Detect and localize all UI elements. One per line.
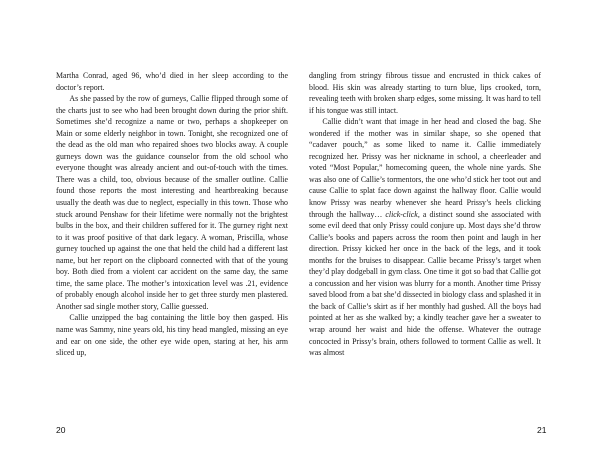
right-page [309,70,541,359]
italic-phrase: click-click [385,209,418,219]
left-page [56,70,288,359]
paragraph [309,116,541,358]
paragraph: Martha Conrad, aged 96, who’d died in her sleep according to the doctor’s report. [56,71,288,92]
paragraph: Callie unzipped the bag containing the little boy then gasped. His name was Sammy, nine years old, his tiny head mangled, missing an eye and ear on one side, the other eye wide open, staring at her, his arm sliced up, [56,313,288,358]
page-number-left: 20 [56,425,66,435]
page-number-right: 21 [537,425,547,435]
paragraph: As she passed by the row of gurneys, Callie flipped through some of the charts just to see who had been brought down during the prior shift. Sometimes she’d recognize a name or two, perhaps a shopkeeper on Main or some elderly neighbor in town. Tonight, she recognized one of the dead as the old man who repaired shoes two blocks away. A couple gurneys down was the guidance counselor from the old school who everyone thought was already ancient and out-of-touch with the times. There was a child, too, obvious because of the smaller outline. Callie found those reports the most interesting and heartbreaking because usually the death was due to neglect, especially in this town. Those who stuck around Penshaw for their lifetime were normally not the brightest bulbs in the box, and their children suffered for it. The gurney right next to it was proof positive of that dark legacy. A woman, Priscilla, whose gurney touched up against the one that held the child had a different last name, but her report on the clipboard connected with that of the young boy. Both died from a violent car accident on the same day, the same time, the same place. The mother’s intoxication level was .21, evidence of probably enough alcohol inside her to get three sturdy men plastered. Another sad single mother story, Callie guessed. [56,94,288,311]
paragraph-text: , a distinct sound she associated with some evil deed that only Prissy could conjure up. Most days she’d throw Callie’s books and papers across the room then point and laugh in her direction. Prissy kicked her once in the back of the legs, and it took months for the bruises to disappear. Callie became Prissy’s target when they’d play dodgeball in gym class. One time it got so bad that Callie got a concussion and her vision was blurry for a month. Another time Prissy saved blood from a bat she’d dissected in biology class and splashed it in the back of Callie’s skirt as if her monthly had gushed. All the boys had pointed at her as she walked by; a kindly teacher gave her a sweater to wrap around her waist and hide the offense. Whatever the outrage concocted in Prissy’s brain, others followed to torment Callie as well. It was almost [309,209,541,358]
paragraph-text: Callie didn’t want that image in her head and closed the bag. She wondered if the mother was in similar shape, so she opened that “cadaver pouch,” as some liked to name it. Callie immediately recognized her. Prissy was her nickname in school, a cheerleader and voted “Most Popular,” homecoming queen, the whole nine yards. She was also one of Callie’s tormentors, the one who’d stick her toot out and cause Callie to splat face down against the hallway floor. Callie would know Prissy was nearby whenever she heard Prissy’s heels clicking through the hallway… [309,117,541,219]
paragraph: dangling from stringy fibrous tissue and encrusted in thick cakes of blood. His skin was already starting to turn blue, lips crooked, torn, revealing teeth with broken sharp edges, some missing. It was hard to tell if his tongue was still intact. [309,71,541,115]
